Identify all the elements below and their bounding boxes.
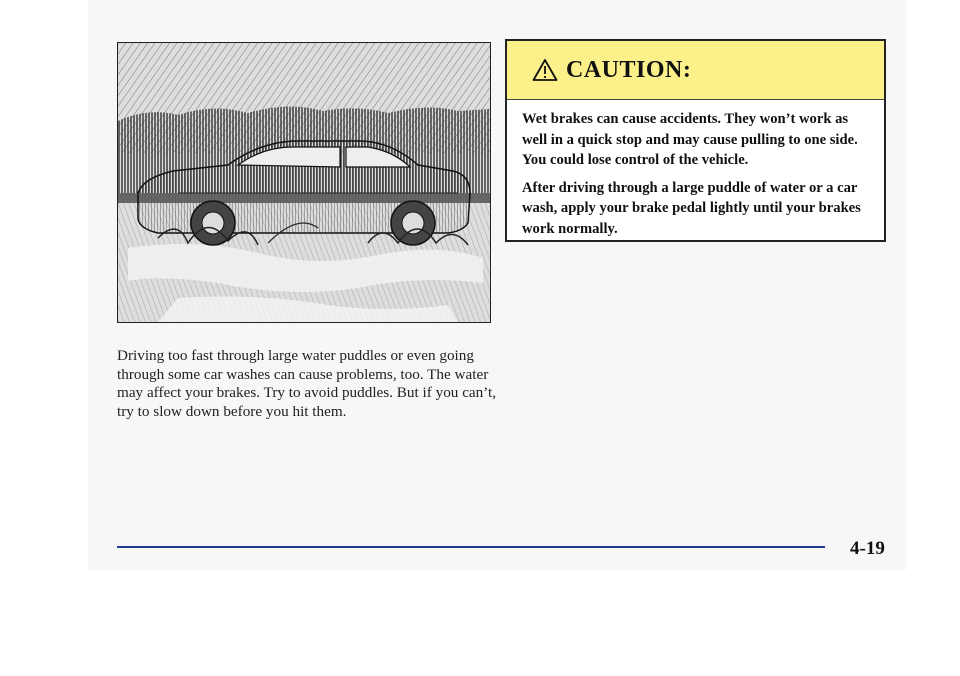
caution-header: [507, 41, 884, 100]
body-paragraph: Driving too fast through large water puddles or even going through some car washes can cause problems, too. The water may affect your brakes. Try to avoid puddles. But if you can’t, try to slow down before you hit them.: [117, 347, 497, 420]
caution-paragraph: After driving through a large puddle of water or a car wash, apply your brake pedal lightly until your brakes work normally.: [522, 179, 861, 237]
footer-rule: [117, 546, 825, 548]
caution-body: [507, 100, 884, 240]
caution-paragraph: Wet brakes can cause accidents. They won’t work as well in a quick stop and may cause pulling to one side. You could lose control of the vehicle.: [522, 111, 858, 169]
warning-triangle-icon: [532, 58, 558, 82]
page-number: 4-19: [850, 538, 885, 559]
caution-title: CAUTION:: [566, 56, 692, 83]
car-in-puddle-illustration: [117, 42, 491, 323]
caution-box: [505, 39, 886, 242]
